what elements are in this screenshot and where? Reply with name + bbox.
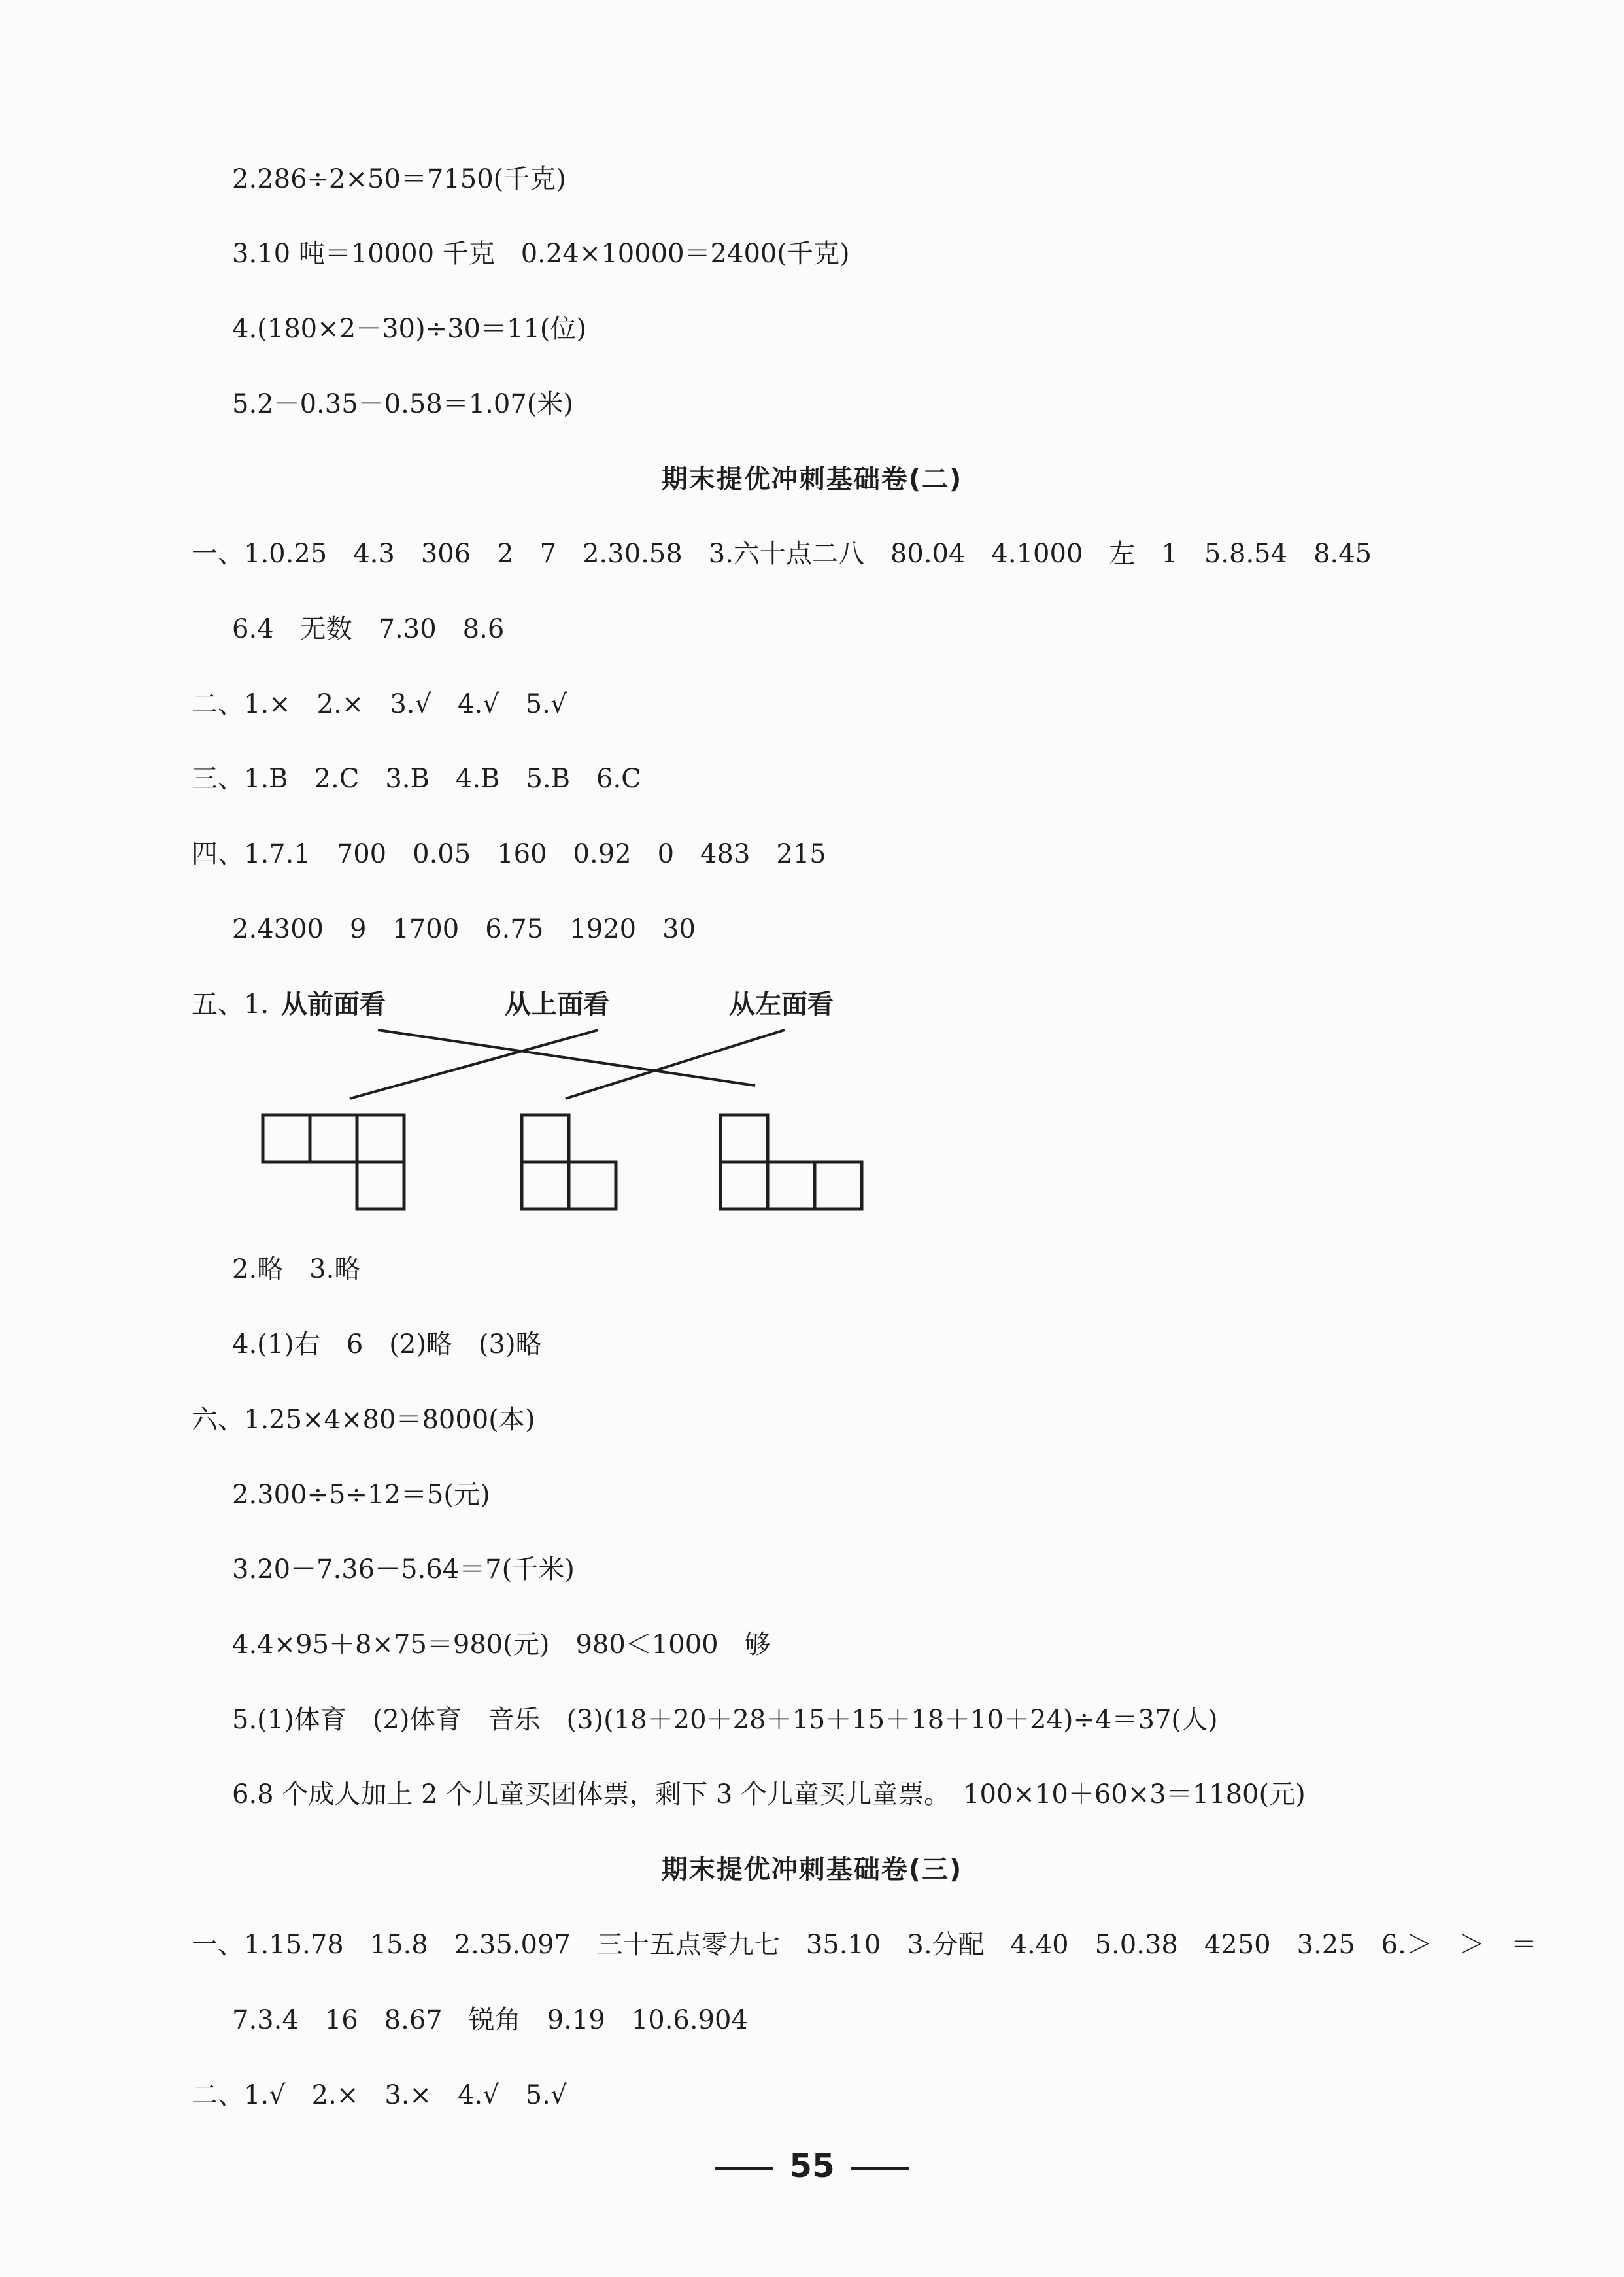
answer-line: 5.(1)体育 (2)体育 音乐 (3)(18＋20＋28＋15＋15＋18＋10＋24)÷4＝37(人) bbox=[232, 1705, 1218, 1735]
shape-left-view bbox=[720, 1115, 862, 1209]
shape-top-view bbox=[522, 1115, 616, 1209]
answer-line: 二、1.× 2.× 3.√ 4.√ 5.√ bbox=[192, 689, 567, 719]
answer-line: 7.3.4 16 8.67 锐角 9.19 10.6.904 bbox=[232, 2005, 748, 2035]
answer-line: 四、1.7.1 700 0.05 160 0.92 0 483 215 bbox=[192, 839, 826, 869]
view-label-left: 从左面看 bbox=[729, 989, 834, 1019]
answer-line: 一、1.0.25 4.3 306 2 7 2.30.58 3.六十点二八 80.04 4.1000 左 1 5.8.54 8.45 bbox=[192, 539, 1372, 569]
page-number-text: 55 bbox=[789, 2147, 835, 2185]
match-line bbox=[566, 1030, 785, 1099]
view-label-front: 从前面看 bbox=[281, 989, 386, 1019]
answer-line: 3.10 吨＝10000 千克 0.24×10000＝2400(千克) bbox=[232, 239, 850, 269]
answer-line: 6.4 无数 7.30 8.6 bbox=[232, 614, 505, 644]
answer-line: 4.(180×2－30)÷30＝11(位) bbox=[232, 314, 587, 344]
answer-line: 一、1.15.78 15.8 2.35.097 三十五点零九七 35.10 3.分配 4.40 5.0.38 4250 3.25 6.＞ ＞ ＝ bbox=[192, 1930, 1537, 1960]
section-heading: 期末提优冲刺基础卷(二) bbox=[661, 464, 963, 494]
match-line bbox=[350, 1030, 598, 1099]
answer-line: 4.4×95＋8×75＝980(元) 980＜1000 够 bbox=[232, 1630, 771, 1660]
answer-line: 2.300÷5÷12＝5(元) bbox=[232, 1480, 490, 1510]
answer-line: 二、1.√ 2.× 3.× 4.√ 5.√ bbox=[192, 2080, 567, 2110]
page-number bbox=[0, 2146, 1624, 2185]
answer-line: 六、1.25×4×80＝8000(本) bbox=[192, 1405, 535, 1435]
answer-line: 3.20－7.36－5.64＝7(千米) bbox=[232, 1554, 575, 1584]
answer-line: 三、1.B 2.C 3.B 4.B 5.B 6.C bbox=[192, 764, 641, 794]
answer-line: 6.8 个成人加上 2 个儿童买团体票，剩下 3 个儿童买儿童票。 100×10＋60×3＝1180(元) bbox=[232, 1779, 1306, 1809]
shape-front-view bbox=[263, 1115, 404, 1209]
answer-line: 5.2－0.35－0.58＝1.07(米) bbox=[232, 389, 574, 419]
answer-line: 2.4300 9 1700 6.75 1920 30 bbox=[232, 914, 696, 944]
answer-line: 2.286÷2×50＝7150(千克) bbox=[232, 164, 566, 194]
page-number-dash bbox=[851, 2167, 909, 2170]
answer-line: 五、1. bbox=[192, 989, 269, 1019]
section-heading: 期末提优冲刺基础卷(三) bbox=[661, 1855, 963, 1885]
page-number-dash bbox=[715, 2167, 773, 2170]
view-label-top: 从上面看 bbox=[505, 989, 609, 1019]
answer-line: 2.略 3.略 bbox=[232, 1254, 361, 1284]
answer-line: 4.(1)右 6 (2)略 (3)略 bbox=[232, 1329, 542, 1360]
